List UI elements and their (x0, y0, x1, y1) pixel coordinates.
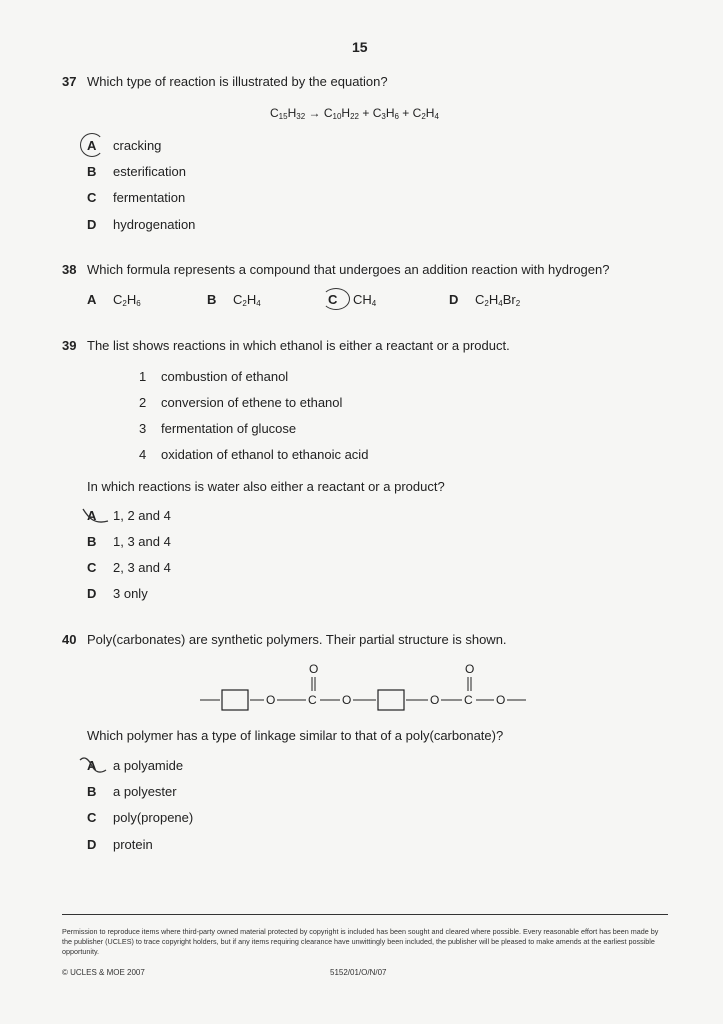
q38-option-d[interactable]: D $C_2H_4Br_2$ (449, 292, 521, 308)
q40-text: Poly(carbonates) are synthetic polymers. Their partial structure is shown. (87, 632, 507, 647)
q38-text: Which formula represents a compound that undergoes an addition reaction with hydrogen? (87, 262, 610, 277)
q37-option-b[interactable]: B esterification (87, 164, 186, 179)
answer-mark-tick (80, 503, 110, 527)
q39-list-item: 2 conversion of ethene to ethanol (139, 395, 343, 410)
q37-number: 37 (62, 74, 77, 89)
footer-permission: Permission to reproduce items where third-party owned material protected by copyright is included has been sought and cleared where possible. Every reasonable effort has been made by the publisher (UCLES) to trace copyright holders, but if any items requiring clearance have unwittingly been included, the publisher will be pleased to make amends at the earliest possible opportunity. (62, 927, 659, 956)
footer-copyright: © UCLES & MOE 2007 (62, 968, 145, 977)
q40-option-a[interactable]: A a polyamide (87, 758, 184, 773)
q38-option-c[interactable]: C $CH_4$ (328, 292, 377, 308)
q38-option-b[interactable]: B $C_2H_4$ (207, 292, 261, 308)
answer-mark-tick (78, 752, 108, 778)
answer-mark-circle (322, 288, 350, 310)
q40-option-d[interactable]: D protein (87, 837, 153, 852)
q37-text: Which type of reaction is illustrated by the equation? (87, 74, 388, 89)
reaction-arrow: → (308, 106, 321, 120)
q39-option-c[interactable]: C 2, 3 and 4 (87, 560, 171, 575)
q37-equation: $C_{15}H_{32} \to C_{10}H_{22} + C_3H_6 + C_2H_4$ (270, 106, 439, 121)
oxygen-atom: O (309, 662, 319, 676)
q39-list-item: 4 oxidation of ethanol to ethanoic acid (139, 447, 369, 462)
q39-question: In which reactions is water also either a reactant or a product? (87, 479, 445, 494)
q37-option-d[interactable]: D hydrogenation (87, 217, 196, 232)
q37-option-a[interactable]: A cracking (87, 138, 162, 153)
q39-list-item: 3 fermentation of glucose (139, 421, 297, 436)
oxygen-atom: O (430, 693, 440, 707)
oxygen-atom: O (496, 693, 506, 707)
footer-paper-code: 5152/01/O/N/07 (330, 968, 387, 977)
q39-option-b[interactable]: B 1, 3 and 4 (87, 534, 171, 549)
oxygen-atom: O (465, 662, 475, 676)
footer-divider (62, 914, 668, 915)
q38-number: 38 (62, 262, 77, 277)
page-number: 15 (352, 39, 368, 55)
oxygen-atom: O (342, 693, 352, 707)
q40-question: Which polymer has a type of linkage similar to that of a poly(carbonate)? (87, 728, 504, 743)
q39-option-a[interactable]: A 1, 2 and 4 (87, 508, 171, 523)
answer-mark-circle (80, 133, 104, 157)
q37-option-c[interactable]: C fermentation (87, 190, 186, 205)
q39-text: The list shows reactions in which ethanol is either a reactant or a product. (87, 338, 510, 353)
q39-option-d[interactable]: D 3 only (87, 586, 148, 601)
q40-option-c[interactable]: C poly(propene) (87, 810, 194, 825)
q39-list-item: 1 combustion of ethanol (139, 369, 289, 384)
q38-option-a[interactable]: A $C_2H_6$ (87, 292, 141, 308)
q39-number: 39 (62, 338, 77, 353)
oxygen-atom: O (266, 693, 276, 707)
q40-number: 40 (62, 632, 77, 647)
carbon-atom: C (308, 693, 317, 707)
q40-option-b[interactable]: B a polyester (87, 784, 177, 799)
polycarbonate-structure (196, 660, 536, 720)
carbon-atom: C (464, 693, 473, 707)
